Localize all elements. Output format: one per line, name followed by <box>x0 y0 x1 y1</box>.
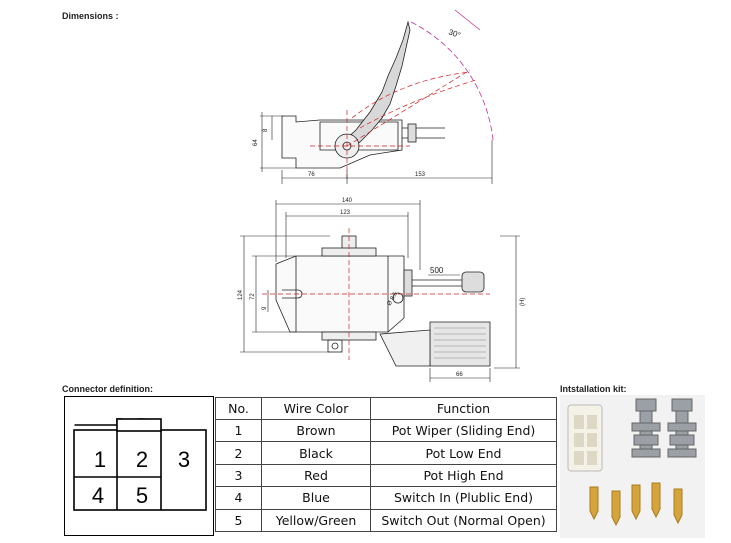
cell-function: Pot Low End <box>371 442 557 464</box>
installation-kit-photo <box>560 395 705 538</box>
cell-no: 4 <box>216 487 262 509</box>
cable-length-label: 500 <box>430 266 444 275</box>
connector-definition-label: Connector definition: <box>62 384 153 394</box>
table-header-row <box>216 398 557 420</box>
table-row <box>216 464 557 486</box>
cell-color: Black <box>262 442 371 464</box>
connector-pin-2: 2 <box>135 447 149 472</box>
top-dim-124: 124 <box>238 289 244 300</box>
connector-pin-4: 4 <box>91 483 105 508</box>
top-dim-123: 123 <box>340 210 351 216</box>
installation-kit-label: Intstallation kit: <box>560 384 627 394</box>
table-row <box>216 420 557 442</box>
table-row <box>216 442 557 464</box>
header-function: Function <box>371 398 557 420</box>
top-dim-66: 66 <box>456 372 463 378</box>
cell-function: Pot High End <box>371 464 557 486</box>
side-view <box>282 22 445 168</box>
wire-table <box>215 397 557 532</box>
top-dim-140: 140 <box>342 198 353 204</box>
header-no: No. <box>216 398 262 420</box>
angle-30-label: 30° <box>447 27 462 41</box>
connector-pin-1: 1 <box>93 447 107 472</box>
cell-color: Red <box>262 464 371 486</box>
table-row <box>216 509 557 531</box>
side-dim-64: 64 <box>253 139 259 146</box>
kit-illustration <box>560 395 705 538</box>
cell-color: Brown <box>262 420 371 442</box>
cell-function: Switch In (Plublic End) <box>371 487 557 509</box>
cell-color: Yellow/Green <box>262 509 371 531</box>
connector-pin-5: 5 <box>135 483 149 508</box>
cell-no: 3 <box>216 464 262 486</box>
table-row <box>216 487 557 509</box>
bolt-left <box>632 399 660 457</box>
cell-function: Pot Wiper (Sliding End) <box>371 420 557 442</box>
connector-diagram <box>64 396 214 536</box>
side-dim-76: 76 <box>308 172 315 178</box>
dimensions-label: Dimensions : <box>62 11 119 21</box>
side-dim-8: 8 <box>263 128 269 132</box>
top-dim-72: 72 <box>250 293 256 300</box>
top-dim-9: 9 <box>262 306 268 310</box>
cell-function: Switch Out (Normal Open) <box>371 509 557 531</box>
cell-no: 1 <box>216 420 262 442</box>
cell-no: 5 <box>216 509 262 531</box>
hole-diameter-label: Ø 8.5 <box>386 291 400 307</box>
side-dim-153: 153 <box>415 172 426 178</box>
top-view <box>276 236 490 366</box>
cell-color: Blue <box>262 487 371 509</box>
cell-no: 2 <box>216 442 262 464</box>
connector-pin-3: 3 <box>177 447 191 472</box>
header-wire-color: Wire Color <box>262 398 371 420</box>
bolt-right <box>668 399 696 457</box>
top-dim-h: (H) <box>520 297 526 306</box>
